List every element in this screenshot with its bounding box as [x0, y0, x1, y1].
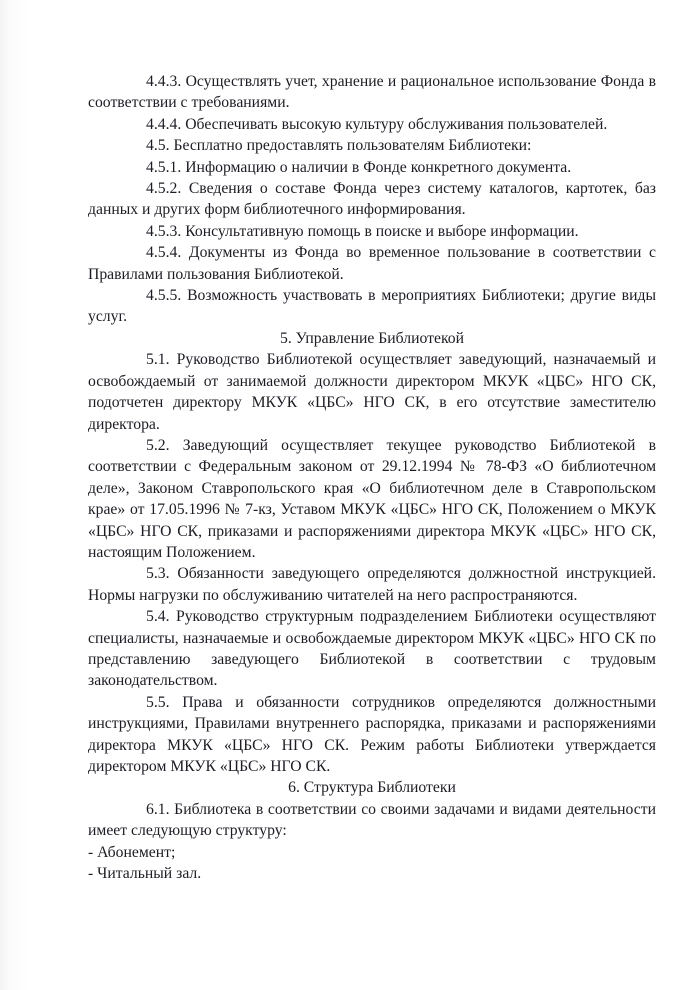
paragraph-4-5-1: 4.5.1. Информацию о наличии в Фонде конкретного документа.: [146, 158, 572, 176]
list-item-reading-room: - Читальный зал.: [88, 865, 202, 883]
paragraph-5-4: 5.4. Руководство структурным подразделением Библиотеки осуществляют специалисты, назначаемые и освобождаемые директором МКУК «ЦБС» НГО СК по представлению заведующего Библиотекой в соответствии с трудовым законодательством.: [88, 608, 656, 690]
paragraph-5-1: 5.1. Руководство Библиотекой осуществляет заведующий, назначаемый и освобождаемый от занимаемой должности директором МКУК «ЦБС» НГО СК, подотчетен директору МКУК «ЦБС» НГО СК, в его отсутствие заместителю директора.: [88, 351, 656, 433]
paragraph-4-5-3: 4.5.3. Консультативную помощь в поиске и выборе информации.: [146, 222, 579, 240]
paragraph-4-5-2: 4.5.2. Сведения о составе Фонда через систему каталогов, картотек, баз данных и других форм библиотечного информирования.: [88, 180, 656, 219]
section-heading-structure: 6. Структура Библиотеки: [288, 779, 456, 797]
paragraph-5-2: 5.2. Заведующий осуществляет текущее руководство Библиотекой в соответствии с Федеральным законом от 29.12.1994 № 78-ФЗ «О библиотечном деле», Законом Ставропольского края «О библиотечном деле в Ставропольском крае» от 17.05.1996 № 7-кз, Уставом МКУК «ЦБС» НГО СК, Положением о МКУК «ЦБС» НГО СК, приказами и распоряжениями директора МКУК «ЦБС» НГО СК, настоящим Положением.: [88, 436, 656, 561]
paragraph-5-3: 5.3. Обязанности заведующего определяются должностной инструкцией. Нормы нагрузки по обслуживанию читателей на него распространяются.: [88, 565, 656, 604]
paragraph-4-4-4: 4.4.4. Обеспечивать высокую культуру обслуживания пользователей.: [146, 115, 608, 133]
paragraph-5-5: 5.5. Права и обязанности сотрудников определяются должностными инструкциями, Правилами внутреннего распорядка, приказами и распоряжениями директора МКУК «ЦБС» НГО СК. Режим работы Библиотеки утверждается директором МКУК «ЦБС» НГО СК.: [88, 693, 656, 775]
list-item-subscription: - Абонемент;: [88, 843, 176, 861]
paragraph-4-5-4: 4.5.4. Документы из Фонда во временное пользование в соответствии с Правилами пользования Библиотекой.: [88, 244, 656, 283]
paragraph-4-4-3: 4.4.3. Осуществлять учет, хранение и рациональное использование Фонда в соответствии с требованиями.: [88, 73, 656, 112]
paragraph-6-1: 6.1. Библиотека в соответствии со своими задачами и видами деятельности имеет следующую структуру:: [88, 800, 656, 840]
paragraph-4-5: 4.5. Бесплатно предоставлять пользователям Библиотеки:: [146, 137, 532, 155]
paragraph-4-5-5: 4.5.5. Возможность участвовать в мероприятиях Библиотеки; другие виды услуг.: [88, 287, 656, 326]
section-heading-management: 5. Управление Библиотекой: [279, 329, 465, 347]
